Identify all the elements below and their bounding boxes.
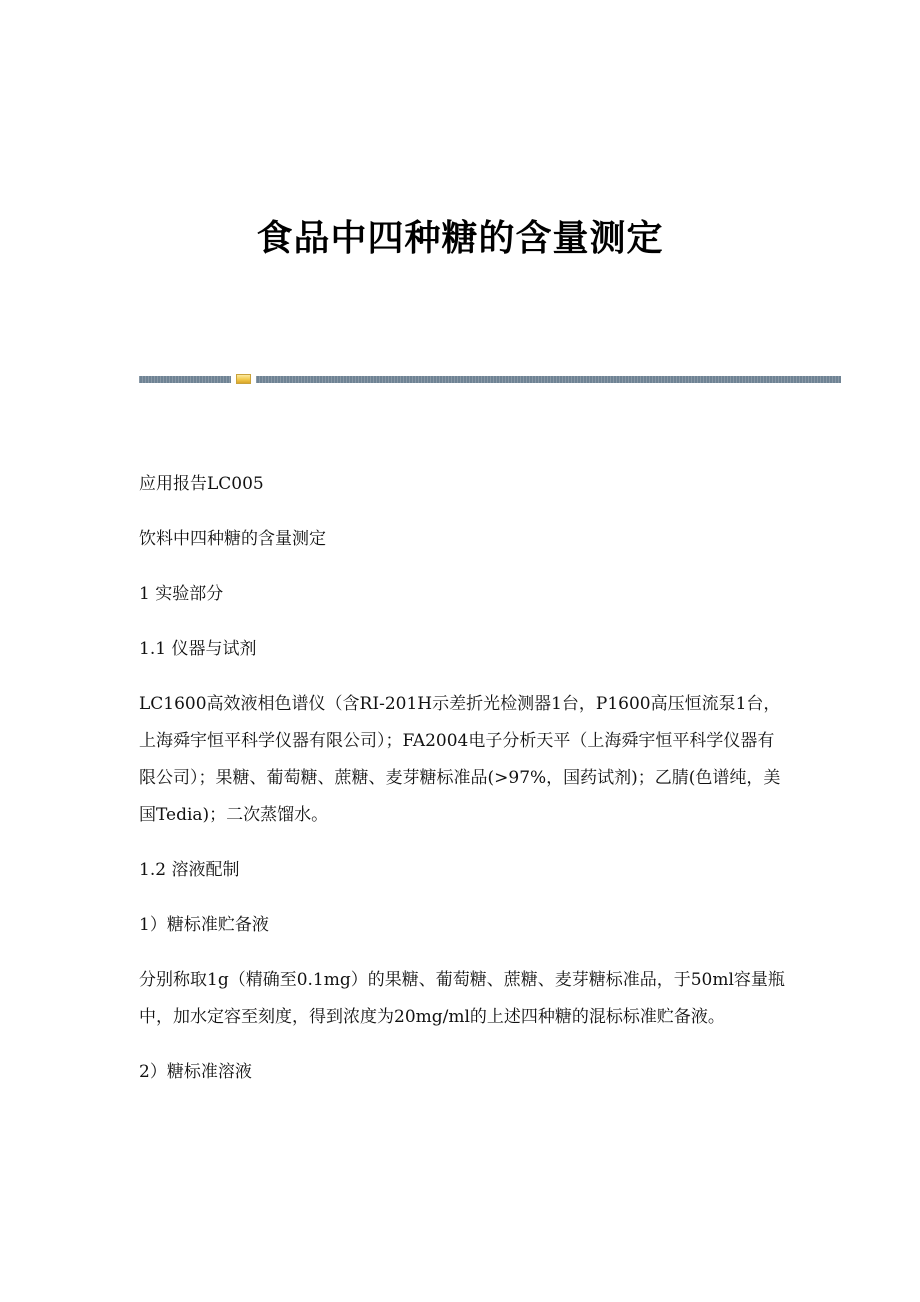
section-heading: 1 实验部分	[139, 584, 224, 604]
body-paragraph: LC1600高效液相色谱仪（含RI-201H示差折光检测器1台，P1600高压恒流泵1台，上海舜宇恒平科学仪器有限公司）；FA2004电子分析天平（上海舜宇恒平科学仪器有限公司）；果糖、葡萄糖、蔗糖、麦芽糖标准品(>97%，国药试剂)；乙腈(色谱纯，美国Tedia)；二次蒸馏水。	[139, 694, 781, 825]
subsection-heading: 1.1 仪器与试剂	[139, 639, 257, 659]
title-divider	[139, 374, 841, 384]
divider-emblem-icon	[236, 374, 251, 384]
list-item-heading: 1）糖标准贮备液	[139, 915, 269, 935]
subsection-heading: 1.2 溶液配制	[139, 860, 240, 880]
document-title: 食品中四种糖的含量测定	[256, 217, 664, 259]
divider-bar-right	[256, 376, 841, 383]
divider-bar-left	[139, 376, 231, 383]
list-item-heading: 2）糖标准溶液	[139, 1062, 252, 1082]
document-body	[139, 466, 789, 1109]
report-number: 应用报告LC005	[139, 474, 264, 494]
body-paragraph: 分别称取1g（精确至0.1mg）的果糖、葡萄糖、蔗糖、麦芽糖标准品，于50ml容量瓶中，加水定容至刻度，得到浓度为20mg/ml的上述四种糖的混标标准贮备液。	[139, 970, 785, 1027]
report-subtitle: 饮料中四种糖的含量测定	[139, 529, 326, 549]
